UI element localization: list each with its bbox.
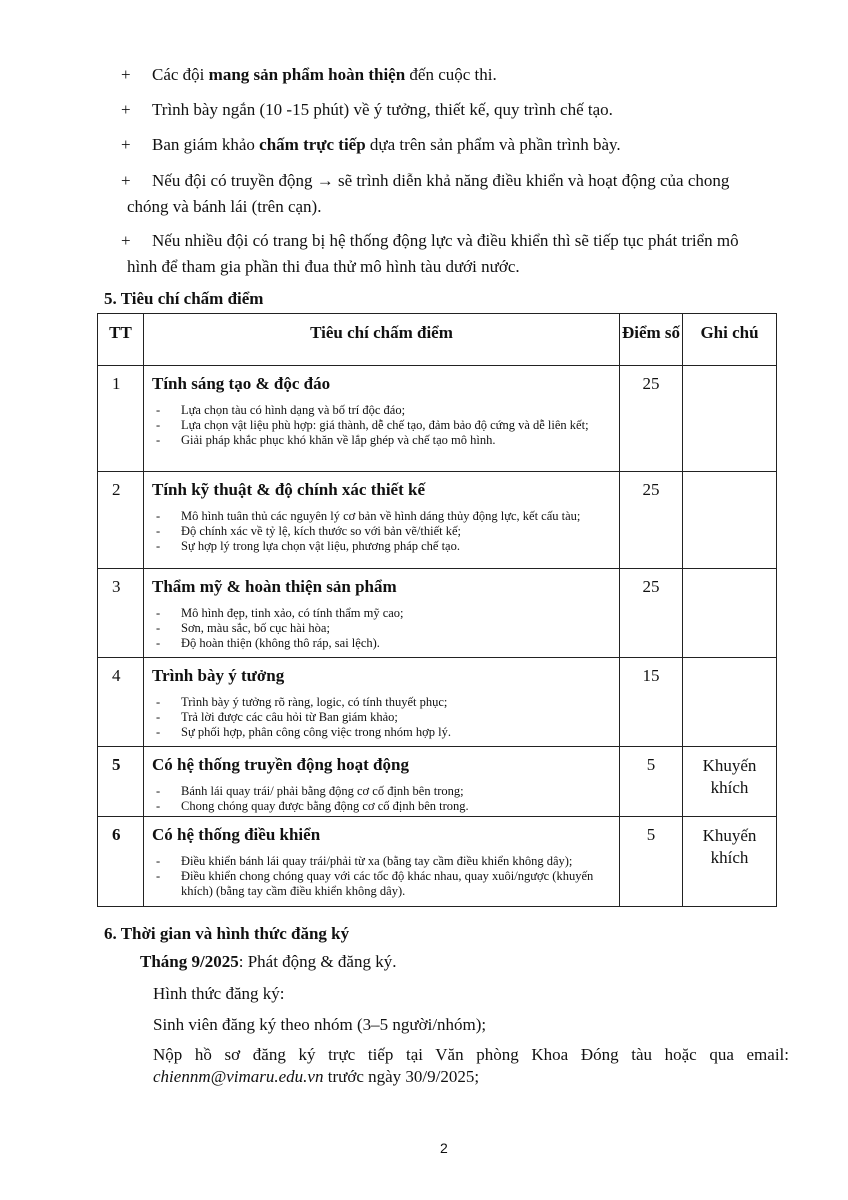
table-header-row	[98, 314, 777, 366]
criteria-subitem: - Độ chính xác về tỷ lệ, kích thước so với bản vẽ/thiết kế;	[152, 524, 609, 539]
table-row	[98, 817, 777, 907]
note-cell: Khuyến khích	[683, 747, 777, 817]
criteria-cell	[144, 569, 620, 658]
table-row	[98, 472, 777, 569]
bullet-emphasis: mang sản phẩm hoàn thiện	[208, 65, 406, 84]
criteria-title: Có hệ thống truyền động hoạt động	[152, 755, 409, 774]
criteria-subitem: - Trả lời được các câu hỏi từ Ban giám khảo;	[152, 710, 609, 725]
criteria-subitem: - Chong chóng quay được bằng động cơ cố định bên trong.	[152, 799, 609, 814]
criteria-subitem: - Lựa chọn tàu có hình dạng và bố trí độc đáo;	[152, 403, 609, 418]
table-row	[98, 569, 777, 658]
criteria-subitem: - Điều khiển bánh lái quay trái/phải từ xa (bằng tay cầm điều khiển không dây);	[152, 854, 609, 869]
row-number: 2	[98, 472, 144, 569]
bullet-continuation: hình để tham gia phần thi đua thử mô hình tàu dưới nước.	[127, 257, 520, 276]
row-number: 6	[98, 817, 144, 907]
launch-text: : Phát động & đăng ký.	[238, 952, 397, 971]
criteria-subitem: - Mô hình tuân thủ các nguyên lý cơ bản về hình dáng thủy động lực, kết cấu tàu;	[152, 509, 609, 524]
launch-date: Tháng 9/2025	[140, 952, 239, 971]
criteria-subitem: - Sự hợp lý trong lựa chọn vật liệu, phương pháp chế tạo.	[152, 539, 609, 554]
criteria-subitems	[152, 695, 609, 740]
header-note: Ghi chú	[683, 314, 777, 366]
criteria-subitem: - Độ hoàn thiện (không thô ráp, sai lệch).	[152, 636, 609, 651]
criteria-subitem: - Bánh lái quay trái/ phải bằng động cơ cố định bên trong;	[152, 784, 609, 799]
submission-line: Nộp hồ sơ đăng ký trực tiếp tại Văn phòng Khoa Đóng tàu hoặc qua email:	[153, 1045, 789, 1064]
criteria-subitem: - Lựa chọn vật liệu phù hợp: giá thành, dễ chế tạo, đảm bảo độ cứng và dễ liên kết;	[152, 418, 609, 433]
bullet-text	[152, 62, 497, 88]
criteria-title: Trình bày ý tưởng	[152, 666, 285, 685]
criteria-title: Có hệ thống điều khiển	[152, 825, 321, 844]
criteria-cell	[144, 817, 620, 907]
criteria-subitem: - Sơn, màu sắc, bố cục hài hòa;	[152, 621, 609, 636]
score-cell: 5	[620, 747, 683, 817]
bullet-text-part: Nếu nhiều đội có trang bị hệ thống động lực và điều khiển thì sẽ tiếp tục phát triển mô	[152, 231, 739, 250]
score-cell: 25	[620, 366, 683, 472]
bullet-text-part: dựa trên sản phẩm và phần trình bày.	[365, 135, 621, 154]
criteria-subitem: - Giải pháp khắc phục khó khăn về lắp ghép và chế tạo mô hình.	[152, 433, 609, 448]
bullet-text-part: Nếu đội có truyền động → sẽ trình diễn khả năng điều khiển và hoạt động của chong	[152, 171, 730, 190]
group-rule: Sinh viên đăng ký theo nhóm (3–5 người/nhóm);	[153, 1015, 487, 1034]
bullet-text-part: Các đội	[152, 65, 209, 84]
criteria-subitems	[152, 509, 609, 554]
bullet-emphasis: chấm trực tiếp	[259, 135, 366, 154]
bullet-plus-mark: +	[121, 231, 131, 250]
submission-email-line	[153, 1066, 479, 1088]
contact-email: chiennm@vimaru.edu.vn	[153, 1067, 324, 1086]
score-cell: 25	[620, 472, 683, 569]
criteria-title: Tính kỹ thuật & độ chính xác thiết kế	[152, 480, 425, 499]
launch-line	[140, 951, 396, 973]
row-number: 3	[98, 569, 144, 658]
criteria-title: Tính sáng tạo & độc đáo	[152, 374, 331, 393]
note-cell	[683, 472, 777, 569]
criteria-subitem: - Sự phối hợp, phân công công việc trong nhóm hợp lý.	[152, 725, 609, 740]
criteria-subitems	[152, 784, 609, 814]
criteria-subitem: - Mô hình đẹp, tinh xảo, có tính thẩm mỹ cao;	[152, 606, 609, 621]
bullet-plus-mark: +	[121, 65, 131, 84]
bullet-text	[152, 228, 739, 254]
score-cell: 5	[620, 817, 683, 907]
header-tt: TT	[98, 314, 144, 366]
row-number: 4	[98, 658, 144, 747]
page-number: 2	[440, 1140, 448, 1156]
criteria-subitem: - Điều khiển chong chóng quay với các tốc độ khác nhau, quay xuôi/ngược (khuyến khích) (bằng tay cầm điều khiển không dây).	[152, 869, 609, 899]
section-6-title: 6. Thời gian và hình thức đăng ký	[104, 924, 350, 943]
criteria-subitem: - Trình bày ý tưởng rõ ràng, logic, có tính thuyết phục;	[152, 695, 609, 710]
note-cell	[683, 569, 777, 658]
section-5-title: 5. Tiêu chí chấm điểm	[104, 289, 264, 308]
bullet-text-part: đến cuộc thi.	[405, 65, 497, 84]
registration-form-label: Hình thức đăng ký:	[153, 984, 285, 1003]
criteria-cell	[144, 747, 620, 817]
bullet-continuation: chóng và bánh lái (trên cạn).	[127, 197, 322, 216]
bullet-text	[152, 168, 729, 194]
criteria-subitems	[152, 854, 609, 899]
bullet-text-part: Ban giám khảo	[152, 135, 260, 154]
note-cell: Khuyến khích	[683, 817, 777, 907]
criteria-subitems	[152, 606, 609, 651]
bullet-plus-mark: +	[121, 100, 131, 119]
bullet-plus-mark: +	[121, 135, 131, 154]
submission-deadline: trước ngày 30/9/2025;	[323, 1067, 480, 1086]
bullet-text	[152, 97, 613, 123]
score-cell: 15	[620, 658, 683, 747]
note-cell	[683, 658, 777, 747]
header-criteria: Tiêu chí chấm điểm	[144, 314, 620, 366]
criteria-cell	[144, 472, 620, 569]
bullet-text	[152, 132, 621, 158]
bullet-plus-mark: +	[121, 171, 131, 190]
criteria-table	[97, 313, 777, 907]
criteria-subitems	[152, 403, 609, 448]
criteria-cell	[144, 658, 620, 747]
table-row	[98, 658, 777, 747]
criteria-title: Thẩm mỹ & hoàn thiện sản phẩm	[152, 577, 397, 596]
score-cell: 25	[620, 569, 683, 658]
note-cell	[683, 366, 777, 472]
bullet-text-part: Trình bày ngắn (10 -15 phút) về ý tưởng, thiết kế, quy trình chế tạo.	[152, 100, 613, 119]
row-number: 5	[98, 747, 144, 817]
criteria-cell	[144, 366, 620, 472]
row-number: 1	[98, 366, 144, 472]
header-score: Điểm số	[620, 314, 683, 366]
table-row	[98, 747, 777, 817]
table-row	[98, 366, 777, 472]
